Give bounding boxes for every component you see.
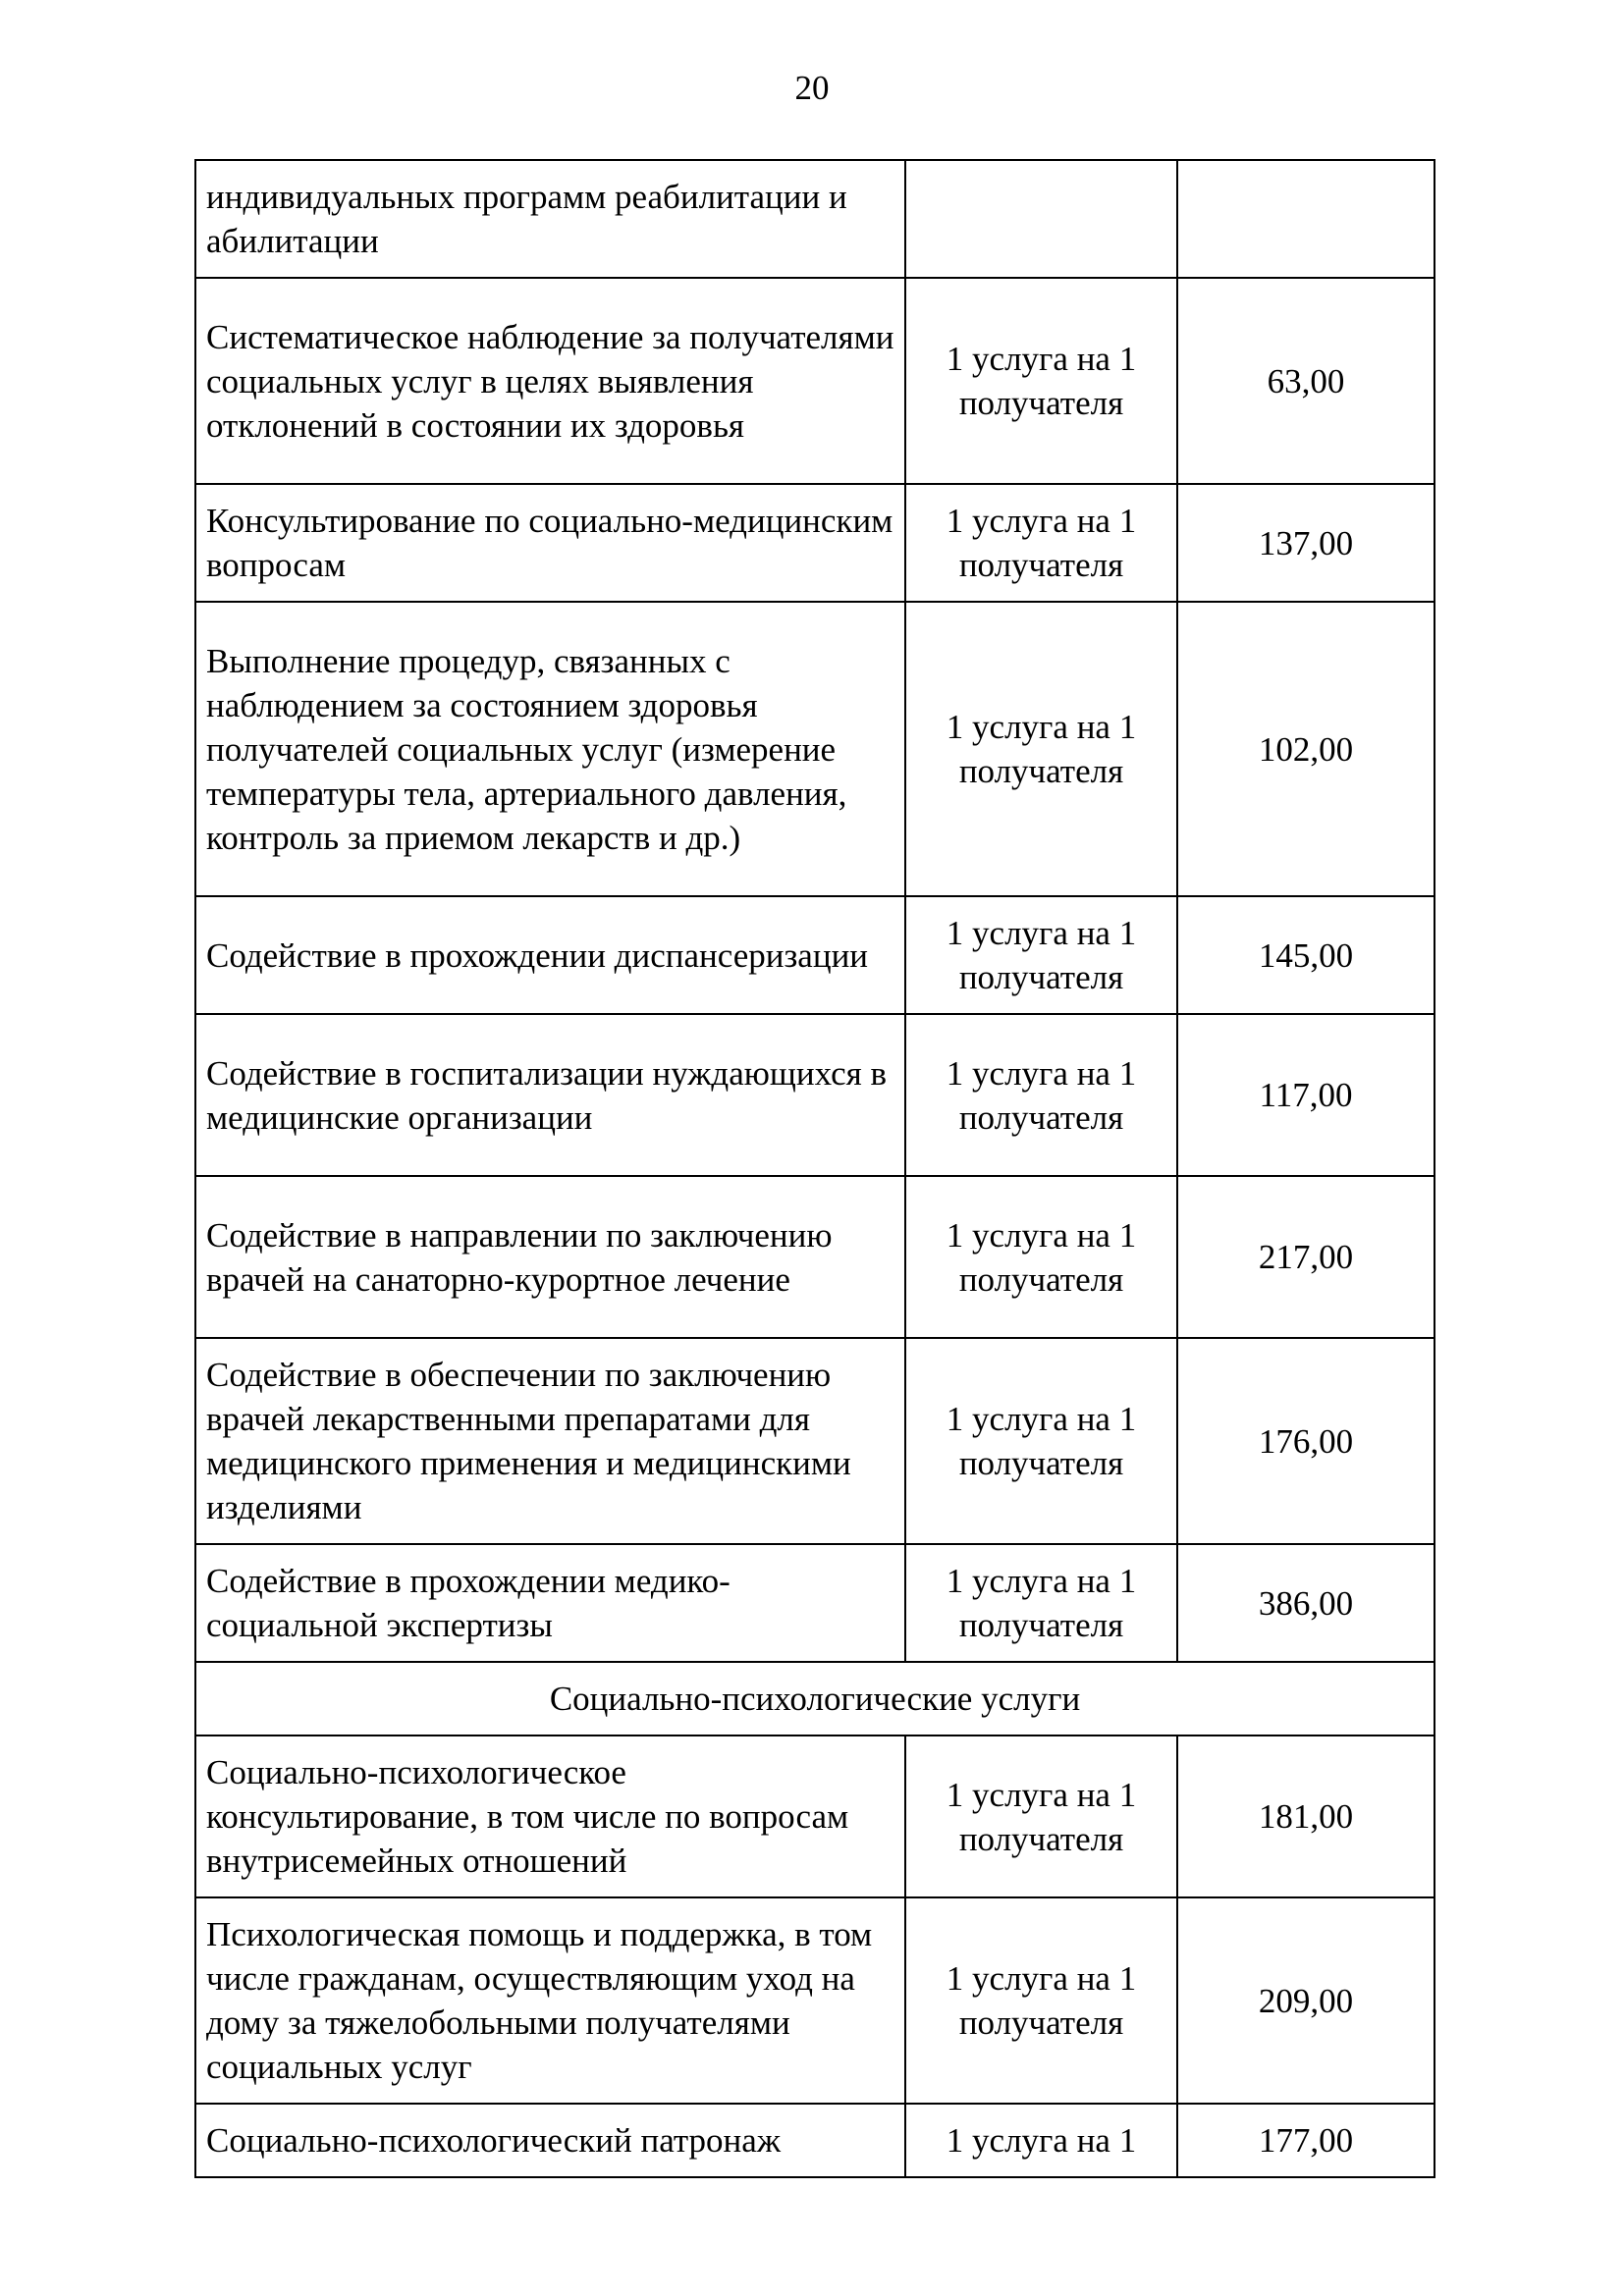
table-row [195, 896, 1435, 1014]
section-header-row [195, 1662, 1435, 1735]
service-name-cell: Содействие в обеспечении по заключению врачей лекарственными препаратами для медицинского применения и медицинскими изделиями [195, 1338, 905, 1544]
page-number: 20 [794, 69, 830, 107]
unit-cell: 1 услуга на 1 получателя [905, 1338, 1177, 1544]
price-cell: 177,00 [1177, 2104, 1435, 2177]
table-row [195, 1338, 1435, 1544]
price-cell: 217,00 [1177, 1176, 1435, 1338]
unit-cell [905, 160, 1177, 278]
service-name-cell: Содействие в прохождении медико-социальной экспертизы [195, 1544, 905, 1662]
table-row [195, 1176, 1435, 1338]
service-name-cell: Содействие в направлении по заключению врачей на санаторно-курортное лечение [195, 1176, 905, 1338]
service-name-cell: Социально-психологическое консультирование, в том числе по вопросам внутрисемейных отношений [195, 1735, 905, 1897]
unit-cell: 1 услуга на 1 получателя [905, 1014, 1177, 1176]
service-name-cell: Содействие в прохождении диспансеризации [195, 896, 905, 1014]
table-row [195, 1735, 1435, 1897]
service-name-cell: Социально-психологический патронаж [195, 2104, 905, 2177]
service-name-cell: Содействие в госпитализации нуждающихся в медицинские организации [195, 1014, 905, 1176]
table-row [195, 484, 1435, 602]
service-name-cell: Консультирование по социально-медицинским вопросам [195, 484, 905, 602]
price-cell: 117,00 [1177, 1014, 1435, 1176]
price-cell: 181,00 [1177, 1735, 1435, 1897]
unit-cell: 1 услуга на 1 получателя [905, 602, 1177, 896]
price-cell: 145,00 [1177, 896, 1435, 1014]
service-name-cell: Систематическое наблюдение за получателями социальных услуг в целях выявления отклонений в состоянии их здоровья [195, 278, 905, 484]
table-row [195, 278, 1435, 484]
table-row [195, 1897, 1435, 2104]
service-name-cell: индивидуальных программ реабилитации и абилитации [195, 160, 905, 278]
table-row [195, 160, 1435, 278]
unit-cell: 1 услуга на 1 получателя [905, 1897, 1177, 2104]
unit-cell: 1 услуга на 1 получателя [905, 896, 1177, 1014]
price-cell: 209,00 [1177, 1897, 1435, 2104]
price-cell [1177, 160, 1435, 278]
section-title: Социально-психологические услуги [195, 1662, 1435, 1735]
unit-cell: 1 услуга на 1 [905, 2104, 1177, 2177]
table-row [195, 602, 1435, 896]
service-name-cell: Психологическая помощь и поддержка, в том числе гражданам, осуществляющим уход на дому за тяжелобольными получателями социальных услуг [195, 1897, 905, 2104]
price-cell: 102,00 [1177, 602, 1435, 896]
unit-cell: 1 услуга на 1 получателя [905, 278, 1177, 484]
table-row [195, 2104, 1435, 2177]
price-cell: 176,00 [1177, 1338, 1435, 1544]
unit-cell: 1 услуга на 1 получателя [905, 1735, 1177, 1897]
service-name-cell: Выполнение процедур, связанных с наблюдением за состоянием здоровья получателей социальных услуг (измерение температуры тела, артериального давления, контроль за приемом лекарств и др.) [195, 602, 905, 896]
unit-cell: 1 услуга на 1 получателя [905, 1544, 1177, 1662]
services-price-table [194, 159, 1435, 2178]
price-cell: 137,00 [1177, 484, 1435, 602]
price-cell: 63,00 [1177, 278, 1435, 484]
table-row [195, 1544, 1435, 1662]
unit-cell: 1 услуга на 1 получателя [905, 484, 1177, 602]
unit-cell: 1 услуга на 1 получателя [905, 1176, 1177, 1338]
table-row [195, 1014, 1435, 1176]
price-cell: 386,00 [1177, 1544, 1435, 1662]
